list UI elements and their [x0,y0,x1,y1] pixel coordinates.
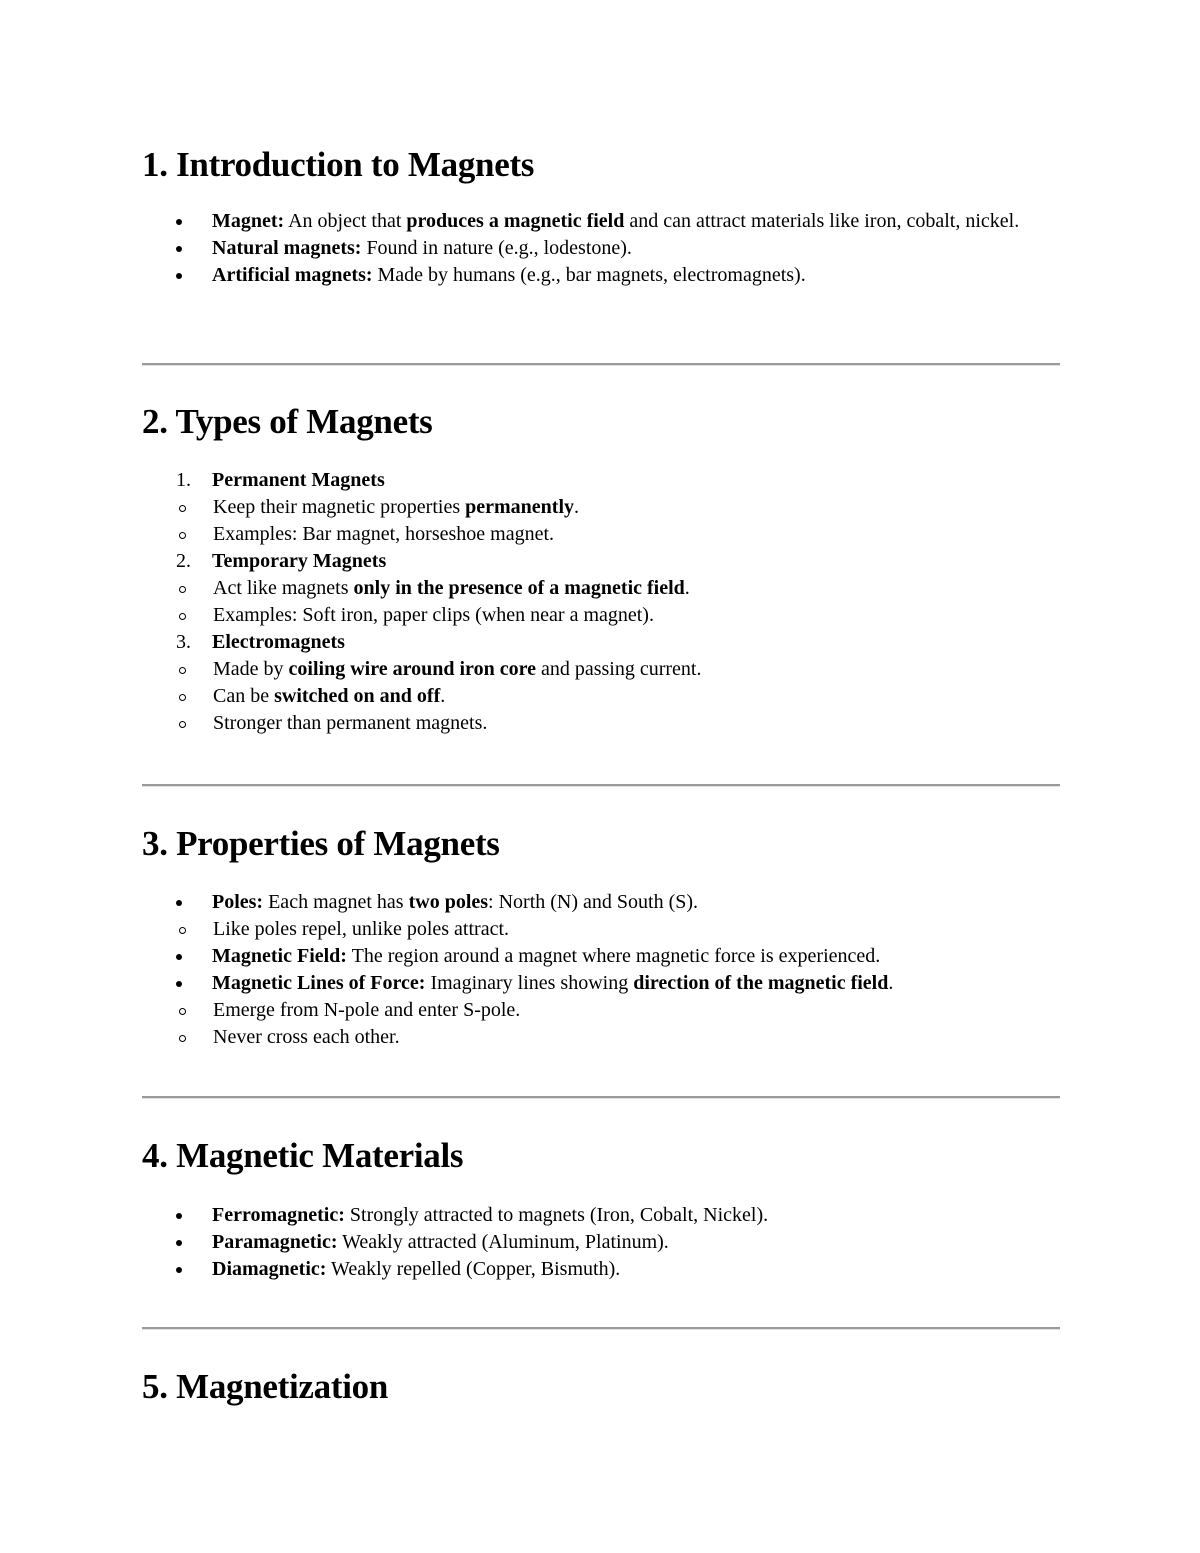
emphasis: permanently [465,496,575,518]
section-heading: 3. Properties of Magnets [142,824,500,863]
text: Keep their magnetic properties [213,496,466,518]
term: Artificial magnets: [212,264,373,286]
circle-bullet-icon [179,613,186,620]
term: Magnetic Lines of Force: [212,972,426,994]
item-number: 2. [176,550,191,572]
text: Strongly attracted to magnets (Iron, Cobalt, Nickel). [344,1204,769,1226]
section-types [142,402,1060,737]
circle-bullet-icon [179,721,186,728]
list-item [142,943,1060,970]
bullet-icon [176,900,182,906]
item-number: 3. [176,631,191,653]
emphasis: coiling wire around iron core [288,658,536,680]
circle-bullet-icon [179,532,186,539]
numbered-list [142,467,1060,737]
text: Act like magnets [213,577,354,599]
text: and can attract materials like iron, cobalt, nickel. [624,210,1020,232]
circle-bullet-icon [179,667,186,674]
list-item [142,1202,1060,1229]
circle-bullet-icon [179,586,186,593]
text: Stronger than permanent magnets. [213,712,488,734]
text: . [440,685,446,707]
term: Magnetic Field: [212,945,347,967]
text: . [574,496,580,518]
sub-item [142,602,1060,629]
bullet-icon [176,1267,182,1273]
term: Temporary Magnets [212,550,387,572]
section-introduction [142,145,1060,289]
circle-bullet-icon [179,1035,186,1042]
sub-item [142,1024,1060,1051]
text: Imaginary lines showing [425,972,634,994]
list-item [142,235,1060,262]
circle-bullet-icon [179,505,186,512]
sub-item [142,521,1060,548]
term: Electromagnets [212,631,345,653]
list-item [142,208,1060,235]
section-materials [142,1136,1060,1283]
list-item [142,889,1060,943]
bullet-icon [176,1213,182,1219]
bullet-list [142,208,1060,289]
sub-item [142,575,1060,602]
text: : North (N) and South (S). [488,891,699,913]
text: Found in nature (e.g., lodestone). [361,237,632,259]
emphasis: only in the presence of a magnetic field [353,577,685,599]
bullet-list [142,1202,1060,1283]
text: The region around a magnet where magnetic force is experienced. [346,945,881,967]
emphasis: produces a magnetic field [406,210,625,232]
section-magnetization [142,1367,1060,1407]
sub-list [142,916,1060,943]
list-item [142,262,1060,289]
circle-bullet-icon [179,927,186,934]
section-heading: 1. Introduction to Magnets [142,145,535,184]
bullet-list [142,889,1060,1051]
text: . [684,577,690,599]
list-item [142,548,1060,629]
text: Never cross each other. [213,1026,400,1048]
term: Permanent Magnets [212,469,385,491]
sub-list [142,656,1060,737]
text: Emerge from N-pole and enter S-pole. [213,999,521,1021]
text: . [888,972,894,994]
bullet-icon [176,273,182,279]
sub-item [142,997,1060,1024]
bullet-icon [176,219,182,225]
sub-list [142,997,1060,1051]
text: Each magnet has [263,891,409,913]
term: Diamagnetic: [212,1258,327,1280]
bullet-icon [176,1240,182,1246]
emphasis: direction of the magnetic field [633,972,889,994]
horizontal-rule [142,1096,1060,1099]
sub-item [142,494,1060,521]
section-heading: 4. Magnetic Materials [142,1136,464,1175]
term: Magnet: [212,210,285,232]
bullet-icon [176,246,182,252]
term: Ferromagnetic: [212,1204,345,1226]
term: Poles: [212,891,264,913]
text: Examples: Bar magnet, horseshoe magnet. [213,523,555,545]
circle-bullet-icon [179,1008,186,1015]
horizontal-rule [142,1327,1060,1330]
list-item [142,629,1060,737]
bullet-icon [176,954,182,960]
text: Weakly repelled (Copper, Bismuth). [326,1258,621,1280]
section-heading: 2. Types of Magnets [142,402,433,441]
text: Weakly attracted (Aluminum, Platinum). [337,1231,669,1253]
sub-list [142,575,1060,629]
text: An object that [284,210,407,232]
horizontal-rule [142,363,1060,366]
text: Like poles repel, unlike poles attract. [213,918,510,940]
text: Can be [213,685,275,707]
emphasis: switched on and off [274,685,441,707]
bullet-icon [176,981,182,987]
text: Made by humans (e.g., bar magnets, electromagnets). [372,264,806,286]
list-item [142,970,1060,1051]
item-number: 1. [176,469,191,491]
term: Paramagnetic: [212,1231,338,1253]
sub-list [142,494,1060,548]
text: and passing current. [535,658,702,680]
text: Examples: Soft iron, paper clips (when near a magnet). [213,604,654,626]
sub-item [142,656,1060,683]
horizontal-rule [142,784,1060,787]
circle-bullet-icon [179,694,186,701]
list-item [142,1256,1060,1283]
emphasis: two poles [408,891,489,913]
list-item [142,1229,1060,1256]
section-properties [142,824,1060,1051]
text: Made by [213,658,289,680]
sub-item [142,683,1060,710]
section-heading: 5. Magnetization [142,1367,388,1406]
sub-item [142,916,1060,943]
sub-item [142,710,1060,737]
term: Natural magnets: [212,237,362,259]
list-item [142,467,1060,548]
